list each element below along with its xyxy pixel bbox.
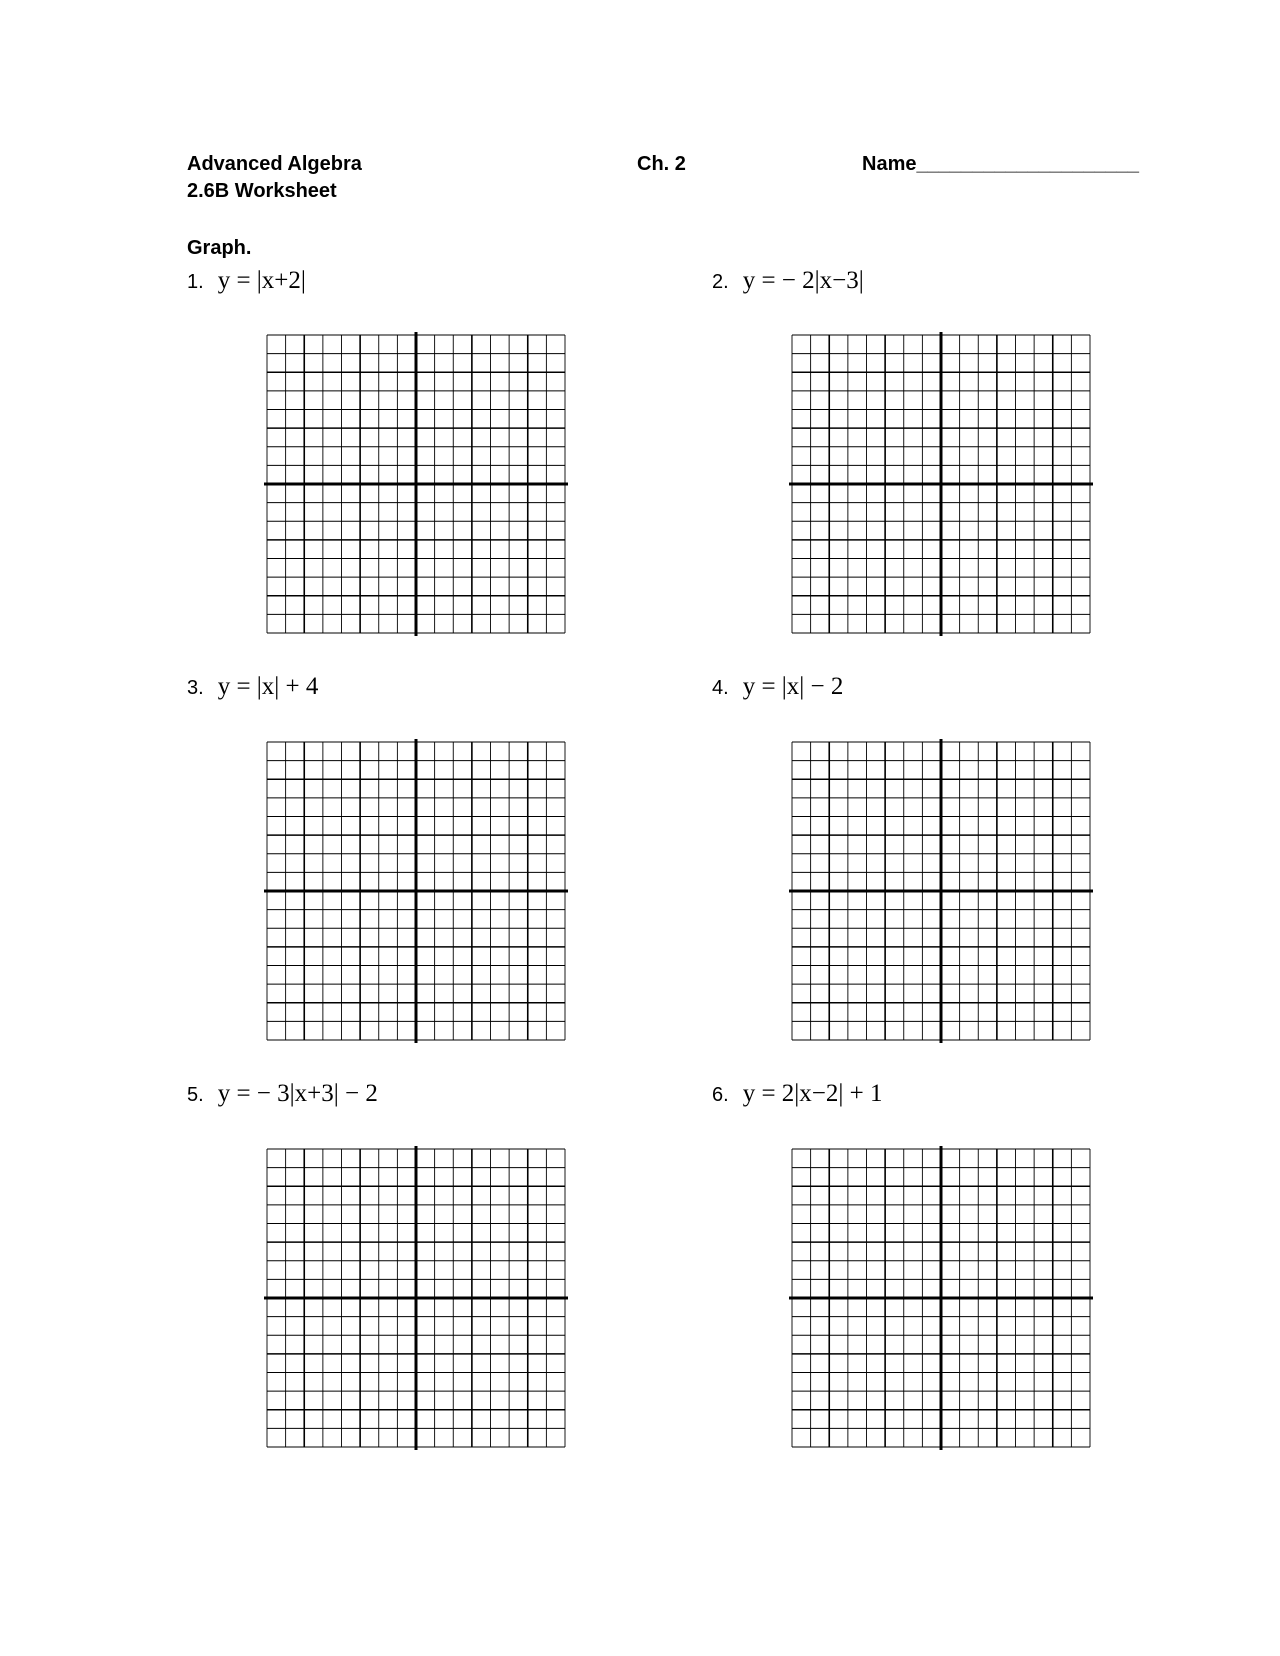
problem-equation: y = |x| + 4 xyxy=(217,673,319,700)
chapter-label: Ch. 2 xyxy=(637,153,686,175)
problem-equation: y = − 3|x+3| − 2 xyxy=(217,1080,378,1107)
problem-1 xyxy=(187,266,306,297)
coordinate-grid-2[interactable] xyxy=(789,332,1093,636)
worksheet-title: 2.6B Worksheet xyxy=(187,180,337,202)
coordinate-grid-1[interactable] xyxy=(264,332,568,636)
problem-3 xyxy=(187,672,318,703)
name-field[interactable] xyxy=(862,152,1139,176)
coordinate-grid-4[interactable] xyxy=(789,739,1093,1043)
problem-equation: y = 2|x−2| + 1 xyxy=(742,1080,883,1107)
problem-number: 5. xyxy=(187,1084,204,1106)
problem-number: 6. xyxy=(712,1084,729,1106)
problem-4 xyxy=(712,672,843,703)
problem-number: 4. xyxy=(712,677,729,699)
grid-svg xyxy=(264,1146,568,1450)
coordinate-grid-5[interactable] xyxy=(264,1146,568,1450)
grid-svg xyxy=(789,739,1093,1043)
name-label: Name xyxy=(862,153,917,175)
name-line: ____________________ xyxy=(916,153,1139,175)
problem-equation: y = |x+2| xyxy=(217,267,306,294)
grid-svg xyxy=(264,332,568,636)
problem-number: 1. xyxy=(187,271,204,293)
instruction-text: Graph. xyxy=(187,237,252,259)
problem-5 xyxy=(187,1079,378,1110)
coordinate-grid-3[interactable] xyxy=(264,739,568,1043)
problem-6 xyxy=(712,1079,883,1110)
problem-equation: y = |x| − 2 xyxy=(742,673,844,700)
grid-svg xyxy=(264,739,568,1043)
grid-svg xyxy=(789,1146,1093,1450)
course-title: Advanced Algebra xyxy=(187,153,362,175)
grid-svg xyxy=(789,332,1093,636)
problem-number: 3. xyxy=(187,677,204,699)
problem-equation: y = − 2|x−3| xyxy=(742,267,864,294)
coordinate-grid-6[interactable] xyxy=(789,1146,1093,1450)
problem-2 xyxy=(712,266,864,297)
problem-number: 2. xyxy=(712,271,729,293)
